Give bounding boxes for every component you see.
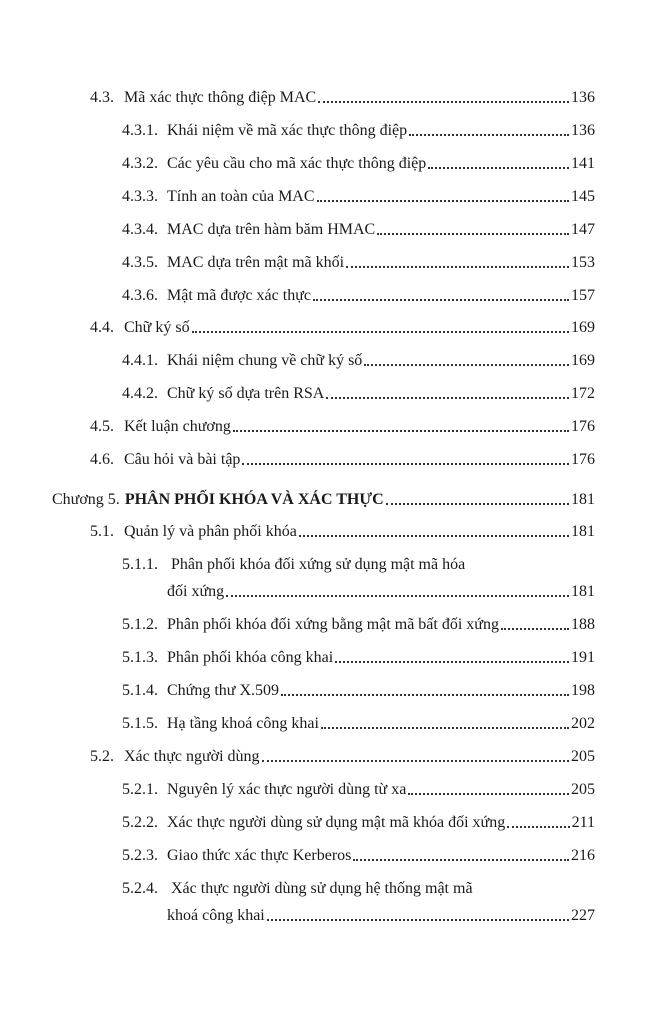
section-number: 5.2.3.	[122, 847, 158, 864]
page-number: 181	[571, 491, 595, 508]
page-number: 147	[571, 221, 595, 238]
section-title: Nguyên lý xác thực người dùng từ xa	[167, 781, 407, 798]
dot-leader	[377, 233, 569, 235]
section-number: 5.1.5.	[122, 715, 158, 732]
page-number: 157	[571, 287, 595, 304]
page-number: 211	[571, 814, 595, 831]
page-number: 145	[571, 188, 595, 205]
section-number: 5.1.2.	[122, 616, 158, 633]
section-number: 4.6.	[90, 451, 114, 468]
dot-leader	[262, 760, 569, 762]
toc-entry-5-1-1-line2	[167, 582, 595, 602]
section-number: 5.1.3.	[122, 649, 158, 666]
page-number: 191	[571, 649, 595, 666]
section-title: Phân phối khóa đối xứng bằng mật mã bất đối xứng	[167, 616, 499, 633]
toc-entry-4-3-5	[122, 253, 595, 273]
dot-leader	[326, 397, 569, 399]
dot-leader	[242, 463, 569, 465]
dot-leader	[317, 200, 569, 202]
toc-entry-4-6	[90, 450, 595, 470]
dot-leader	[346, 266, 569, 268]
toc-entry-5-2-4-line2	[167, 906, 595, 926]
section-title: Xác thực người dùng sử dụng mật mã khóa đối xứng	[167, 814, 506, 831]
section-title: Chữ ký số	[124, 319, 190, 336]
page-number: 216	[571, 847, 595, 864]
dot-leader	[353, 859, 569, 861]
dot-leader	[318, 101, 569, 103]
toc-chapter-5	[52, 490, 595, 510]
section-title: Câu hỏi và bài tập	[124, 451, 241, 468]
section-title: Phân phối khóa công khai	[167, 649, 334, 666]
section-number: 4.3.3.	[122, 188, 158, 205]
page-number: 136	[571, 122, 595, 139]
section-number: 5.1.1.	[122, 556, 158, 573]
toc-entry-4-3-2	[122, 154, 595, 174]
toc-entry-4-4	[90, 318, 595, 338]
page-number: 181	[571, 583, 595, 600]
section-number: 4.3.6.	[122, 287, 158, 304]
section-number: 5.2.1.	[122, 781, 158, 798]
page-number: 202	[571, 715, 595, 732]
section-number: 4.4.	[90, 319, 114, 336]
section-number: 4.3.5.	[122, 254, 158, 271]
section-number: 5.2.	[90, 748, 114, 765]
section-title: Xác thực người dùng sử dụng hệ thống mật mã	[171, 880, 473, 897]
section-title: Khái niệm về mã xác thực thông điệp	[167, 122, 408, 139]
chapter-label: Chương 5.	[52, 491, 120, 508]
dot-leader	[409, 134, 569, 136]
toc-entry-5-1-2	[122, 615, 595, 635]
toc-entry-5-2-2	[122, 813, 595, 833]
section-title: Phân phối khóa đối xứng sử dụng mật mã hóa	[171, 556, 466, 573]
page-number: 153	[571, 254, 595, 271]
toc-entry-5-2-1	[122, 780, 595, 800]
toc-entry-4-4-1	[122, 351, 595, 371]
page-number: 169	[571, 352, 595, 369]
toc-entry-4-3-6	[122, 286, 595, 306]
toc-entry-5-2	[90, 747, 595, 767]
dot-leader	[267, 919, 569, 921]
toc-entry-5-1-4	[122, 681, 595, 701]
dot-leader	[281, 694, 569, 696]
toc-entry-5-2-3	[122, 846, 595, 866]
section-title: Giao thức xác thực Kerberos	[167, 847, 352, 864]
section-title: MAC dựa trên mật mã khối	[167, 254, 345, 271]
toc-entry-5-1-5	[122, 714, 595, 734]
section-number: 5.2.4.	[122, 880, 158, 897]
section-title: Quản lý và phân phối khóa	[124, 523, 297, 540]
dot-leader	[299, 535, 569, 537]
section-number: 4.3.4.	[122, 221, 158, 238]
section-title-continued: đối xứng	[167, 583, 225, 600]
page-number: 205	[571, 781, 595, 798]
dot-leader	[313, 299, 569, 301]
section-number: 5.1.4.	[122, 682, 158, 699]
page-number: 181	[571, 523, 595, 540]
section-title-continued: khoá công khai	[167, 907, 265, 924]
toc-entry-5-2-4-line1	[122, 879, 473, 899]
section-title: Khái niệm chung về chữ ký số	[167, 352, 363, 369]
section-title: Mật mã được xác thực	[167, 287, 311, 304]
toc-entry-4-3	[90, 88, 595, 108]
page-number: 141	[571, 155, 595, 172]
section-number: 4.4.2.	[122, 385, 158, 402]
dot-leader	[321, 727, 569, 729]
toc-entry-4-3-4	[122, 220, 595, 240]
section-number: 4.3.	[90, 89, 114, 106]
page-number: 169	[571, 319, 595, 336]
toc-entry-4-3-3	[122, 187, 595, 207]
toc-entry-5-1-3	[122, 648, 595, 668]
chapter-title: PHÂN PHỐI KHÓA VÀ XÁC THỰC	[124, 491, 384, 508]
dot-leader	[364, 364, 569, 366]
page-number: 205	[571, 748, 595, 765]
dot-leader	[335, 661, 569, 663]
page-number: 172	[571, 385, 595, 402]
section-number: 5.1.	[90, 523, 114, 540]
dot-leader	[192, 331, 569, 333]
page-number: 227	[571, 907, 595, 924]
section-title: MAC dựa trên hàm băm HMAC	[167, 221, 376, 238]
dot-leader	[501, 628, 569, 630]
toc-entry-5-1	[90, 522, 595, 542]
section-title: Tính an toàn của MAC	[167, 188, 315, 205]
toc-entry-4-5	[90, 417, 595, 437]
page-number: 176	[571, 418, 595, 435]
page-number: 188	[571, 616, 595, 633]
dot-leader	[428, 167, 569, 169]
section-title: Các yêu cầu cho mã xác thực thông điệp	[167, 155, 427, 172]
section-title: Kết luận chương	[124, 418, 231, 435]
page-number: 198	[571, 682, 595, 699]
dot-leader	[507, 826, 569, 828]
page-number: 136	[571, 89, 595, 106]
section-number: 5.2.2.	[122, 814, 158, 831]
section-number: 4.3.1.	[122, 122, 158, 139]
section-title: Chứng thư X.509	[167, 682, 280, 699]
section-title: Hạ tầng khoá công khai	[167, 715, 319, 732]
section-number: 4.4.1.	[122, 352, 158, 369]
dot-leader	[233, 430, 569, 432]
section-number: 4.5.	[90, 418, 114, 435]
section-title: Xác thực người dùng	[124, 748, 260, 765]
section-title: Mã xác thực thông điệp MAC	[124, 89, 317, 106]
section-title: Chữ ký số dựa trên RSA	[167, 385, 325, 402]
toc-entry-4-4-2	[122, 384, 595, 404]
toc-entry-5-1-1-line1	[122, 555, 465, 575]
dot-leader	[226, 595, 569, 597]
dot-leader	[386, 503, 569, 505]
dot-leader	[408, 793, 569, 795]
toc-entry-4-3-1	[122, 121, 595, 141]
section-number: 4.3.2.	[122, 155, 158, 172]
page-number: 176	[571, 451, 595, 468]
